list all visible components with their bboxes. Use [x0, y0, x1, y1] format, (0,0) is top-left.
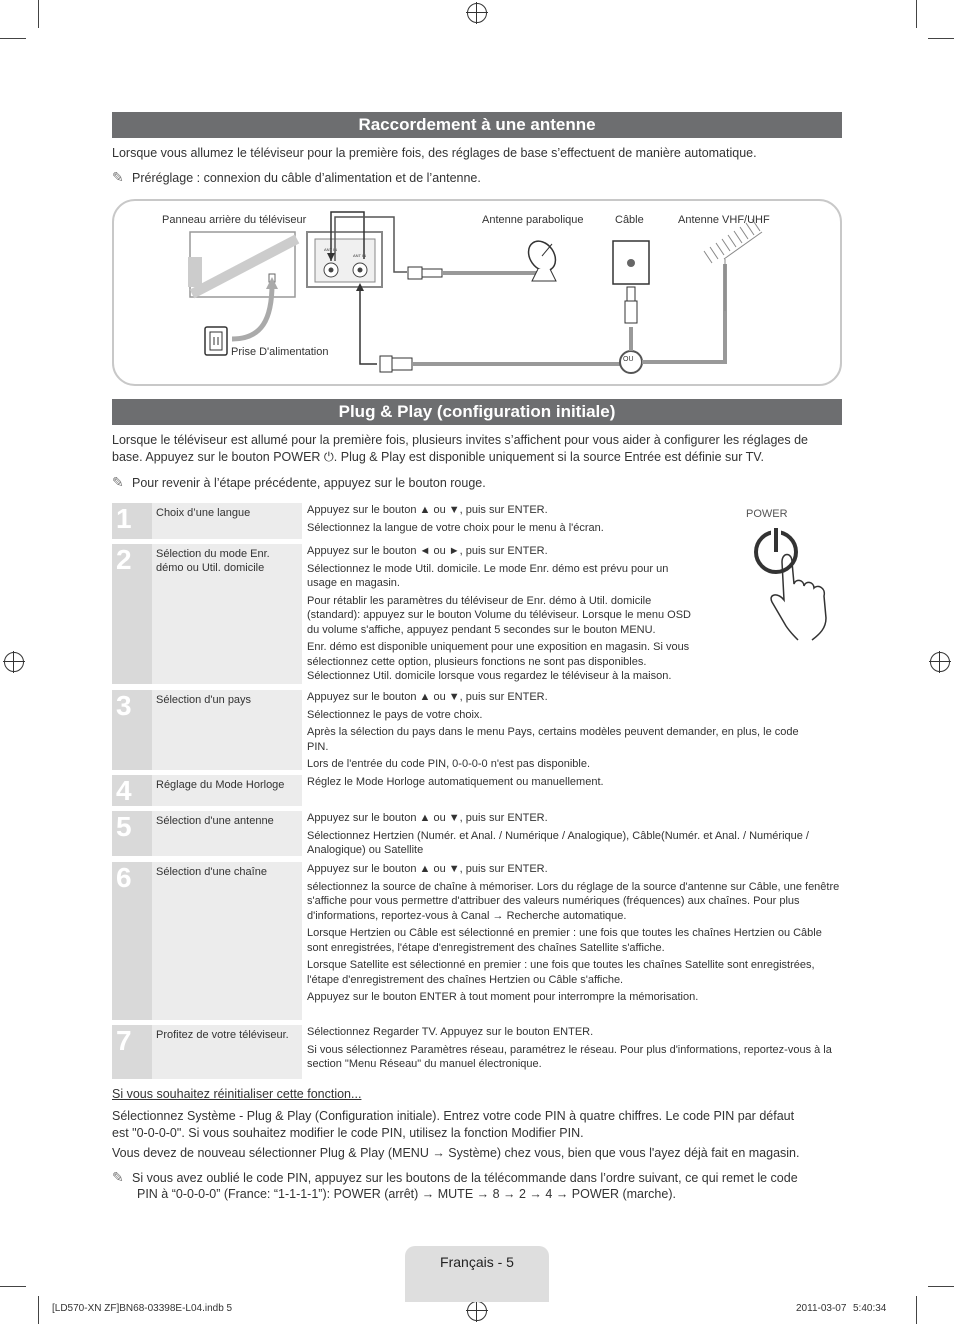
- step-description: [307, 1025, 842, 1075]
- dish-label: Antenne parabolique: [482, 214, 584, 226]
- section-title-plug-play: Plug & Play (configuration initiale): [112, 399, 842, 425]
- footer-file: [LD570-XN ZF]BN68-03398E-L04.indb 5: [52, 1303, 233, 1314]
- power-label: POWER: [746, 508, 788, 520]
- step-number: 4: [112, 775, 152, 806]
- crop-mark: [928, 1286, 954, 1287]
- antenna-intro: Lorsque vous allumez le téléviseur pour la première fois, des réglages de base s’effectuent de manière automatique.: [112, 146, 757, 160]
- step-row: [112, 503, 842, 539]
- registration-mark: [467, 1301, 487, 1321]
- step-line: Pour rétablir les paramètres du téléviseur de Enr. démo à Util. domicile (standard): appuyez sur le bouton Volume du téléviseur. Lorsque le menu OSD du volume s'affiche, appuyez pendant 5 secondes sur le bouton MENU.: [307, 594, 692, 636]
- step-description: [307, 690, 802, 775]
- step-line: Appuyez sur le bouton ▲ ou ▼, puis sur ENTER.: [307, 812, 548, 824]
- reset-note: [112, 1169, 798, 1187]
- step-row: [112, 775, 842, 806]
- step-label: Réglage du Mode Horloge: [152, 775, 302, 806]
- reset-note-2: PIN à “0-0-0-0” (France: “1-1-1-1”): POWER (arrêt) → MUTE → 8 → 2 → 4 → POWER (marche).: [137, 1187, 676, 1201]
- step-line: Sélectionnez le pays de votre choix.: [307, 708, 483, 721]
- plug-play-intro-2: base. Appuyez sur le bouton POWER ⏻. Plug & Play est disponible uniquement si la source Entrée est définie sur TV.: [112, 450, 764, 464]
- vhf-antenna-icon: [704, 219, 762, 311]
- crop-mark: [0, 38, 26, 39]
- step-number: 1: [112, 503, 152, 539]
- step-row: [112, 690, 842, 770]
- step-line: Appuyez sur le bouton ▲ ou ▼, puis sur ENTER.: [307, 863, 548, 875]
- step-line: Appuyez sur le bouton ◄ ou ►, puis sur ENTER.: [307, 545, 548, 557]
- section-title-antenna: Raccordement à une antenne: [112, 112, 842, 138]
- step-line: Sélectionnez la langue de votre choix pour le menu à l'écran.: [307, 521, 604, 534]
- plug-play-intro-1: Lorsque le téléviseur est allumé pour la première fois, plusieurs invites s’affichent pour vous aider à configurer les réglages de: [112, 433, 808, 447]
- step-line: sélectionnez la source de chaîne à mémoriser. Lors du réglage de la source d'antenne sur Câble, une fenêtre s'affiche pour vous permettre d'attribuer des valeurs numériques (fréquences) aux chaînes. Pour plus d'informations, reportez-vous à Canal → Recherche automatique.: [307, 880, 840, 922]
- footer-date: 2011-03-07: [796, 1303, 847, 1314]
- reset-note-1: Si vous avez oublié le code PIN, appuyez sur les boutons de la télécommande dans l’ordre suivant, ce qui remet le code: [132, 1171, 798, 1185]
- crop-mark: [38, 1296, 39, 1324]
- step-description: [307, 862, 842, 1008]
- crop-mark: [38, 0, 39, 28]
- registration-mark: [467, 3, 487, 23]
- registration-mark: [4, 652, 24, 672]
- power-socket-label: Prise D'alimentation: [231, 346, 329, 358]
- step-description: [307, 811, 842, 861]
- crop-mark: [916, 0, 917, 28]
- step-description: [307, 775, 842, 793]
- power-socket-icon: [205, 327, 227, 355]
- step-number: 6: [112, 862, 152, 1020]
- note-icon: ✎: [112, 1169, 124, 1185]
- step-line: Lorsque Satellite est sélectionné en premier : une fois que toutes les chaînes Satellite sont enregistrées, l'étape d'enregistrement des chaînes Hertzien ou Câble s'affiche.: [307, 959, 815, 986]
- step-row: [112, 811, 842, 856]
- step-label: Sélection d'une chaîne: [152, 862, 302, 1020]
- step-row: [112, 862, 842, 1020]
- step-label: Choix d’une langue: [152, 503, 302, 539]
- antenna-note: [112, 169, 481, 187]
- step-line: Appuyez sur le bouton ▲ ou ▼, puis sur ENTER.: [307, 691, 548, 703]
- cable-socket-icon: [613, 241, 649, 323]
- step-line: Lorsque Hertzien ou Câble est sélectionné en premier : une fois que toutes les chaînes Hertzien ou Câble sont enregistrées, l'étape d'enregistrement des chaînes Satellite s'affiche.: [307, 927, 822, 954]
- footer-time: 5:40:34: [853, 1303, 887, 1314]
- reset-p2: Vous devez de nouveau sélectionner Plug & Play (MENU → Système) chez vous, bien que vous l'ayez déjà fait en magasin.: [112, 1146, 800, 1160]
- step-line: Sélectionnez le mode Util. domicile. Le mode Enr. démo est prévu pour un usage en magasin.: [307, 562, 669, 589]
- registration-mark: [930, 652, 950, 672]
- note-icon: ✎: [112, 169, 124, 185]
- step-row: [112, 1025, 842, 1079]
- reset-p1b: est "0-0-0-0". Si vous souhaitez modifier le code PIN, utilisez la fonction Modifier PIN.: [112, 1126, 584, 1140]
- port1-label: ANT IN: [324, 247, 338, 252]
- step-label: Sélection du mode Enr. démo ou Util. domicile: [152, 544, 302, 684]
- reset-p1a: Sélectionnez Système - Plug & Play (Configuration initiale). Entrez votre code PIN à quatre chiffres. Le code PIN par défaut: [112, 1109, 795, 1123]
- rear-panel-label: Panneau arrière du téléviseur: [162, 214, 307, 226]
- step-line: Réglez le Mode Horloge automatiquement ou manuellement.: [307, 776, 604, 788]
- plug-play-note-text: Pour revenir à l’étape précédente, appuyez sur le bouton rouge.: [132, 476, 486, 490]
- step-number: 3: [112, 690, 152, 770]
- step-number: 2: [112, 544, 152, 684]
- step-line: Appuyez sur le bouton ENTER à tout moment pour interrompre la mémorisation.: [307, 991, 699, 1003]
- step-label: Sélection d'une antenne: [152, 811, 302, 856]
- step-label: Profitez de votre téléviseur.: [152, 1025, 302, 1079]
- vhf-label: Antenne VHF/UHF: [678, 214, 770, 226]
- cable-label: Câble: [615, 214, 644, 226]
- port2-label: ANT IN: [353, 253, 367, 258]
- step-line: Enr. démo est disponible uniquement pour une exposition en magasin. Si vous sélectionnez cette option, plusieurs fonctions ne sont pas disponibles. Sélectionnez Util. domicile lorsque vous regardez le téléviseur à la maison.: [307, 641, 690, 682]
- step-row: [112, 544, 842, 684]
- power-hand-icon: [740, 522, 835, 642]
- antenna-diagram: [112, 199, 842, 386]
- step-line: Si vous sélectionnez Paramètres réseau, paramétrez le réseau. Pour plus d'informations, reportez-vous à la section "Menu Réseau" du manuel électronique.: [307, 1043, 832, 1070]
- ou-label: OU: [623, 356, 634, 363]
- step-line: Après la sélection du pays dans le menu Pays, certains modèles peuvent demander, en plus, le code PIN.: [307, 726, 799, 753]
- plug-play-note: [112, 474, 486, 492]
- step-description: [307, 544, 697, 687]
- step-line: Appuyez sur le bouton ▲ ou ▼, puis sur ENTER.: [307, 504, 548, 516]
- page-number: Français - 5: [440, 1254, 514, 1270]
- crop-mark: [916, 1296, 917, 1324]
- step-number: 7: [112, 1025, 152, 1079]
- antenna-note-text: Préréglage : connexion du câble d’alimentation et de l’antenne.: [132, 171, 481, 185]
- step-line: Sélectionnez Hertzien (Numér. et Anal. / Numérique / Analogique), Câble(Numér. et Anal. / Numérique / Analogique) ou Satellite: [307, 829, 809, 856]
- crop-mark: [928, 38, 954, 39]
- step-line: Lors de l'entrée du code PIN, 0-0-0-0 n'est pas disponible.: [307, 758, 591, 770]
- step-number: 5: [112, 811, 152, 856]
- step-line: Sélectionnez Regarder TV. Appuyez sur le bouton ENTER.: [307, 1026, 594, 1038]
- crop-mark: [0, 1286, 26, 1287]
- note-icon: ✎: [112, 474, 124, 490]
- step-label: Sélection d'un pays: [152, 690, 302, 770]
- page-tab: [405, 1246, 549, 1302]
- reset-heading: Si vous souhaitez réinitialiser cette fonction...: [112, 1087, 362, 1101]
